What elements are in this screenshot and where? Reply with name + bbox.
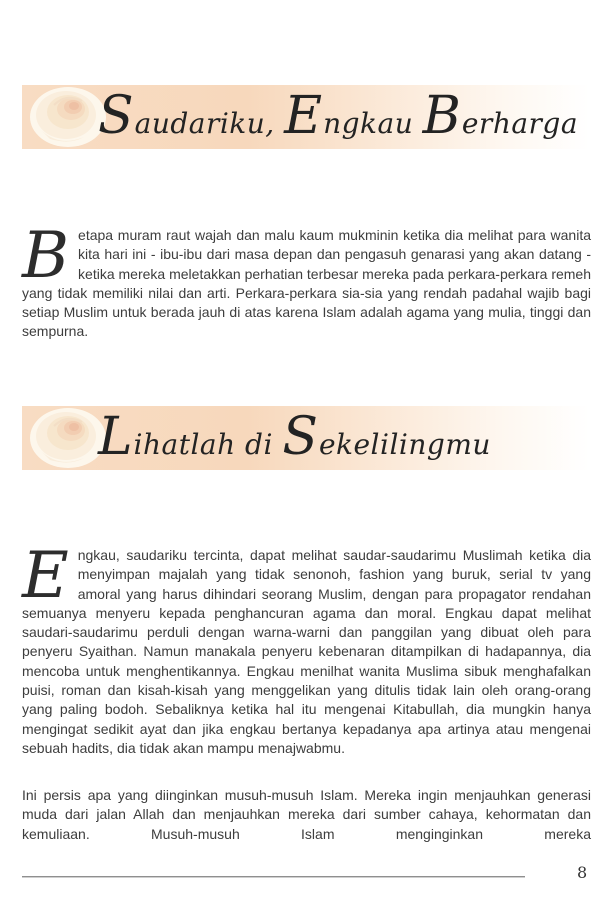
section-banner-2 [22, 406, 613, 470]
title-text: audariku, [134, 107, 285, 140]
paragraph-3 [22, 786, 591, 844]
title-text: erharga [461, 107, 579, 140]
dropcap-e: E [22, 539, 69, 613]
title-initial: S [98, 86, 135, 146]
dropcap-b: B [22, 219, 70, 293]
section-banner-1 [22, 85, 613, 149]
title-initial: B [422, 86, 462, 146]
section-title-1 [98, 86, 579, 146]
paragraph-3-text: Ini persis apa yang diinginkan musuh-musuh Islam. Mereka ingin menjauhkan generasi muda dari jalan Allah dan menjauhkan mereka dari sumber cahaya, kehormatan dan kemuliaan. Musuh-musuh Islam menginginkan mereka [22, 787, 591, 842]
page-number: 8 [577, 863, 588, 882]
section-title-2 [98, 407, 491, 467]
title-initial: S [282, 407, 319, 467]
title-initial: L [98, 407, 134, 467]
paragraph-2 [22, 539, 591, 758]
paragraph-2-text: ngkau, saudariku tercinta, dapat melihat saudar-saudarimu Muslimah ketika dia menyimpan majalah yang tidak senonoh, fashion yang buruk, serial tv yang amoral yang harus dihindari seorang Muslim, dengan para propagator rendahan semuanya menyeru kepada penghancuran agama dan moral. Engkau dapat melihat saudari-saudarimu perduli dengan warna-warni dan panggilan yang dibuat oleh para penyeru Syaithan. Namun manakala penyeru kebenaran ditampilkan di hadapannya, dia mencoba untuk menghentikannya. Engkau menilhat wanita Muslima sibuk menghafalkan puisi, roman dan kisah-kisah yang menggelikan yang ditulis tidak lain oleh orang-orang yang paling bodoh. Sebaliknya ketika hal itu mengenai Kitabullah, dia mungkin hanya mengingat sedikit ayat dan jika engkau bertanya kepadanya apa artinya atau mengenai sebuah hadits, dia tidak akan mampu menajwabmu. [22, 547, 591, 756]
paragraph-1-text: etapa muram raut wajah dan malu kaum mukminin ketika dia melihat para wanita kita hari ini - ibu-ibu dari masa depan dan pengasuh genarasi yang akan datang - ketika mereka meletakkan perhatian terbesar mereka pada perkara-perkara remeh yang tidak memiliki nilai dan arti. Perkara-perkara sia-sia yang rendah padahal wajib bagi setiap Muslim untuk berada jauh di atas karena Islam adalah agama yang mulia, tinggi dan sempurna. [22, 227, 591, 340]
title-text: ihatlah di [133, 428, 283, 461]
paragraph-1 [22, 219, 591, 342]
title-text: ngkau [323, 107, 423, 140]
title-initial: E [284, 86, 324, 146]
footer-rule [22, 876, 525, 878]
title-text: ekelilingmu [318, 428, 491, 461]
